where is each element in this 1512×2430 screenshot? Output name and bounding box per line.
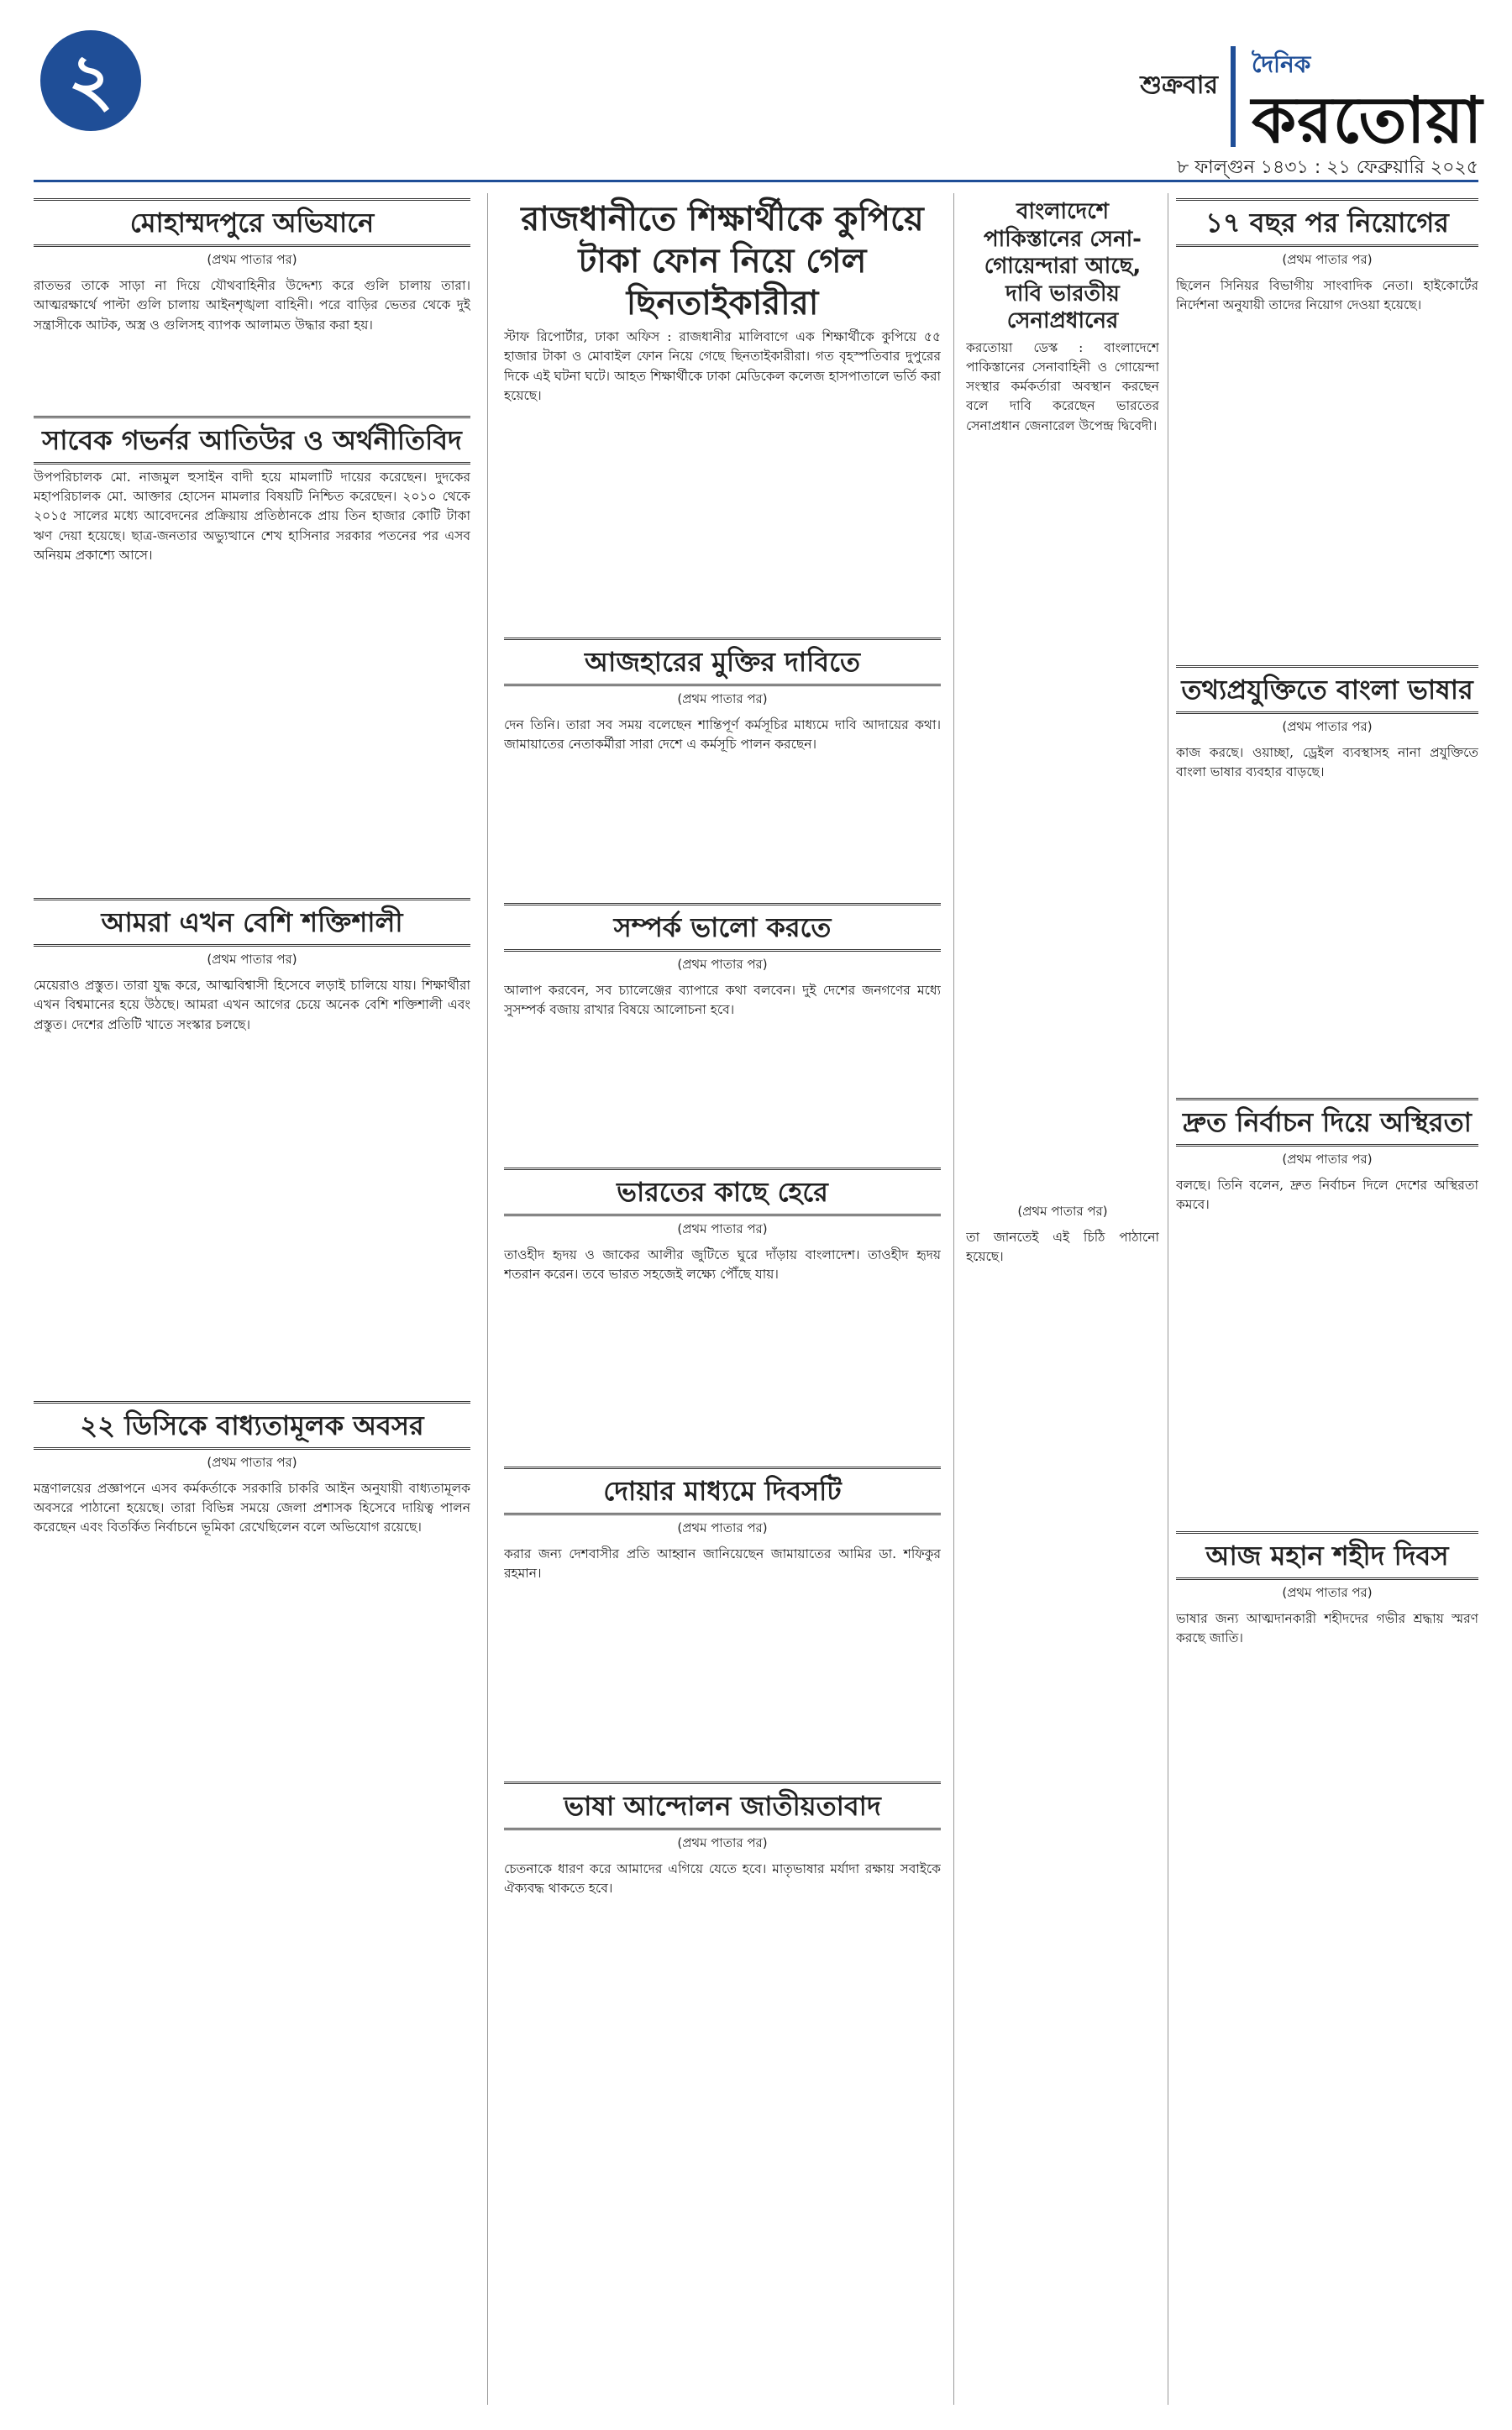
article (966, 1202, 1159, 1267)
article (504, 1782, 941, 1899)
article (504, 1467, 941, 1584)
column-2 (504, 193, 941, 2405)
continuation-note: (প্রথম পাতার পর) (677, 1221, 768, 1236)
article-body: স্টাফ রিপোর্টার, ঢাকা অফিস : রাজধানীর মালিবাগে এক শিক্ষার্থীকে কুপিয়ে ৫৫ হাজার টাকা ও মোবাইল ফোন নিয়ে গেছে ছিনতাইকারীরা। গত বৃহস্পতিবার দুপুরের দিকে এই ঘটনা ঘটে। আহত শিক্ষার্থীকে ঢাকা মেডিকেল কলেজ হাসপাতালে ভর্তি করা হয়েছে। (504, 329, 941, 403)
article (34, 416, 470, 565)
article-headline: সম্পর্ক ভালো করতে (504, 903, 941, 952)
logo-divider (1231, 46, 1236, 147)
article-body: মন্ত্রণালয়ের প্রজ্ঞাপনে এসব কর্মকর্তাকে সরকারি চাকরি আইন অনুযায়ী বাধ্যতামূলক অবসরে পাঠানো হয়েছে। তারা বিভিন্ন সময়ে জেলা প্রশাসক হিসেবে দায়িত্ব পালন করেছেন এবং বিতর্কিত নির্বাচনে ভূমিকা রেখেছিলেন বলে অভিযোগ রয়েছে। (34, 1480, 470, 1535)
article (1176, 1098, 1478, 1215)
column-divider (487, 193, 488, 2405)
column-1 (34, 193, 470, 2405)
article-headline: আজ মহান শহীদ দিবস (1176, 1531, 1478, 1580)
continuation-note: (প্রথম পাতার পর) (207, 952, 297, 967)
article-body: করার জন্য দেশবাসীর প্রতি আহ্বান জানিয়েছেন জামায়াতের আমির ডা. শফিকুর রহমান। (504, 1546, 941, 1581)
article-body: দেন তিনি। তারা সব সময় বলেছেন শান্তিপূর্ণ কর্মসূচির মাধ্যমে দাবি আদায়ের কথা। জামায়াতের নেতাকর্মীরা সারা দেশে এ কর্মসূচি পালন করছেন। (504, 717, 941, 753)
article-body: তাওহীদ হৃদয় ও জাকের আলীর জুটিতে ঘুরে দাঁড়ায় বাংলাদেশ। তাওহীদ হৃদয় শতরান করেন। তবে ভারত সহজেই লক্ষ্যে পৌঁছে যায়। (504, 1247, 941, 1283)
article (966, 198, 1159, 436)
article-headline: তথ্যপ্রযুক্তিতে বাংলা ভাষার (1176, 665, 1478, 714)
article-headline: মোহাম্মদপুরে অভিযানে (34, 198, 470, 247)
article-body: বলছে। তিনি বলেন, দ্রুত নির্বাচন দিলে দেশের অস্থিরতা কমবে। (1176, 1178, 1478, 1213)
column-3 (966, 193, 1159, 2405)
column-divider (953, 193, 954, 2405)
masthead (0, 0, 1512, 185)
article-body: উপপরিচালক মো. নাজমুল হুসাইন বাদী হয়ে মামলাটি দায়ের করেছেন। দুদকের মহাপরিচালক মো. আক্তার হোসেন মামলার বিষয়টি নিশ্চিত করেছেন। ২০১০ থেকে ২০১৫ সালের মধ্যে আবেদনের প্রক্রিয়ায় প্রতিষ্ঠানকে প্রায় তিন হাজার কোটি টাকা ঋণ দেয়া হয়েছে। ছাত্র-জনতার অভ্যুত্থানে শেখ হাসিনার সরকার পতনের পর এসব অনিয়ম প্রকাশ্যে আসে। (34, 469, 470, 563)
article-headline: দোয়ার মাধ্যমে দিবসটি (504, 1467, 941, 1515)
dateline: ৮ ফাল্গুন ১৪৩১ : ২১ ফেব্রুয়ারি ২০২৫ (1176, 157, 1478, 178)
weekday: শুক্রবার (1140, 71, 1218, 100)
continuation-note: (প্রথম পাতার পর) (1282, 1152, 1373, 1167)
article (504, 903, 941, 1021)
article-body: ভাষার জন্য আত্মদানকারী শহীদদের গভীর শ্রদ্ধায় স্মরণ করছে জাতি। (1176, 1610, 1478, 1645)
article-headline: বাংলাদেশে পাকিস্তানের সেনা-গোয়েন্দারা আছে, দাবি ভারতীয় সেনাপ্রধানের (984, 199, 1142, 333)
article (1176, 198, 1478, 316)
article-headline: রাজধানীতে শিক্ষার্থীকে কুপিয়ে টাকা ফোন নিয়ে গেল ছিনতাইকারীরা (521, 200, 924, 323)
article-headline: আজহারের মুক্তির দাবিতে (504, 638, 941, 686)
logo-small-text: দৈনিক (1252, 50, 1311, 78)
continuation-note: (প্রথম পাতার পর) (207, 252, 297, 267)
article (34, 198, 470, 335)
article-headline: ১৭ বছর পর নিয়োগের (1176, 198, 1478, 247)
article (34, 1401, 470, 1538)
article-headline: ভারতের কাছে হেরে (504, 1168, 941, 1216)
continuation-note: (প্রথম পাতার পর) (207, 1454, 297, 1470)
article-body: ছিলেন সিনিয়র বিভাগীয় সাংবাদিক নেতা। হাইকোর্টের নির্দেশনা অনুযায়ী তাদের নিয়োগ দেওয়া হয়েছে। (1176, 278, 1478, 313)
article (504, 1168, 941, 1285)
article-headline: ভাষা আন্দোলন জাতীয়তাবাদ (504, 1782, 941, 1830)
continuation-note: (প্রথম পাতার পর) (677, 1519, 768, 1535)
article (34, 898, 470, 1035)
continuation-note: (প্রথম পাতার পর) (1017, 1203, 1108, 1219)
continuation-note: (প্রথম পাতার পর) (1282, 1584, 1373, 1600)
header-rule (34, 180, 1478, 182)
continuation-note: (প্রথম পাতার পর) (677, 956, 768, 972)
article-body: কাজ করছে। ওয়াচ্ছা, ড্রেইল ব্যবস্থাসহ নানা প্রযুক্তিতে বাংলা ভাষার ব্যবহার বাড়ছে। (1176, 744, 1478, 779)
article-body: করতোয়া ডেস্ক : বাংলাদেশে পাকিস্তানের সেনাবাহিনী ও গোয়েন্দা সংস্থার কর্মকর্তারা অবস্থান করছেন বলে দাবি করেছেন ভারতের সেনাপ্রধান জেনারেল উপেন্দ্র দ্বিবেদী। (966, 339, 1159, 433)
continuation-note: (প্রথম পাতার পর) (677, 1835, 768, 1850)
article-body: মেয়েরাও প্রস্তুত। তারা যুদ্ধ করে, আত্মবিশ্বাসী হিসেবে লড়াই চালিয়ে যায়। শিক্ষার্থীরা এখন বিশ্বমানের হয়ে উঠছে। আমরা এখন আগের চেয়ে অনেক বেশি শক্তিশালী এবং প্রস্তুত। দেশের প্রতিটি খাতে সংস্কার চলছে। (34, 978, 470, 1032)
continuation-note: (প্রথম পাতার পর) (1282, 718, 1373, 734)
column-4 (1176, 193, 1478, 2405)
article-body: চেতনাকে ধারণ করে আমাদের এগিয়ে যেতে হবে। মাতৃভাষার মর্যাদা রক্ষায় সবাইকে ঐক্যবদ্ধ থাকতে হবে। (504, 1861, 941, 1897)
page-number-badge: ২ (40, 30, 141, 131)
article-body: তা জানতেই এই চিঠি পাঠানো হয়েছে। (966, 1229, 1159, 1264)
article-headline: আমরা এখন বেশি শক্তিশালী (34, 898, 470, 947)
continuation-note: (প্রথম পাতার পর) (677, 691, 768, 706)
article-headline: দ্রুত নির্বাচন দিয়ে অস্থিরতা (1176, 1098, 1478, 1147)
article-body: রাতভর তাকে সাড়া না দিয়ে যৌথবাহিনীর উদ্দেশ্য করে গুলি চালায় তারা। আত্মরক্ষার্থে পাল্টা গুলি চালায় আইনশৃঙ্খলা বাহিনী। পরে বাড়ির ভেতর থেকে দুই সন্ত্রাসীকে আটক, অস্ত্র ও গুলিসহ ব্যাপক আলামত উদ্ধার করা হয়। (34, 278, 470, 333)
article-headline: সাবেক গভর্নর আতিউর ও অর্থনীতিবিদ (34, 416, 470, 464)
article-headline: ২২ ডিসিকে বাধ্যতামূলক অবসর (34, 1401, 470, 1450)
article (1176, 1531, 1478, 1649)
logo-title: করতোয়া (1252, 82, 1483, 157)
continuation-note: (প্রথম পাতার পর) (1282, 252, 1373, 267)
article (504, 638, 941, 755)
article-body: আলাপ করবেন, সব চ্যালেঞ্জের ব্যাপারে কথা বলবেন। দুই দেশের জনগণের মধ্যে সুসম্পর্ক বজায় রাখার বিষয়ে আলোচনা হবে। (504, 982, 941, 1017)
newspaper-logo (1092, 46, 1483, 157)
article (504, 198, 941, 406)
article (1176, 665, 1478, 783)
